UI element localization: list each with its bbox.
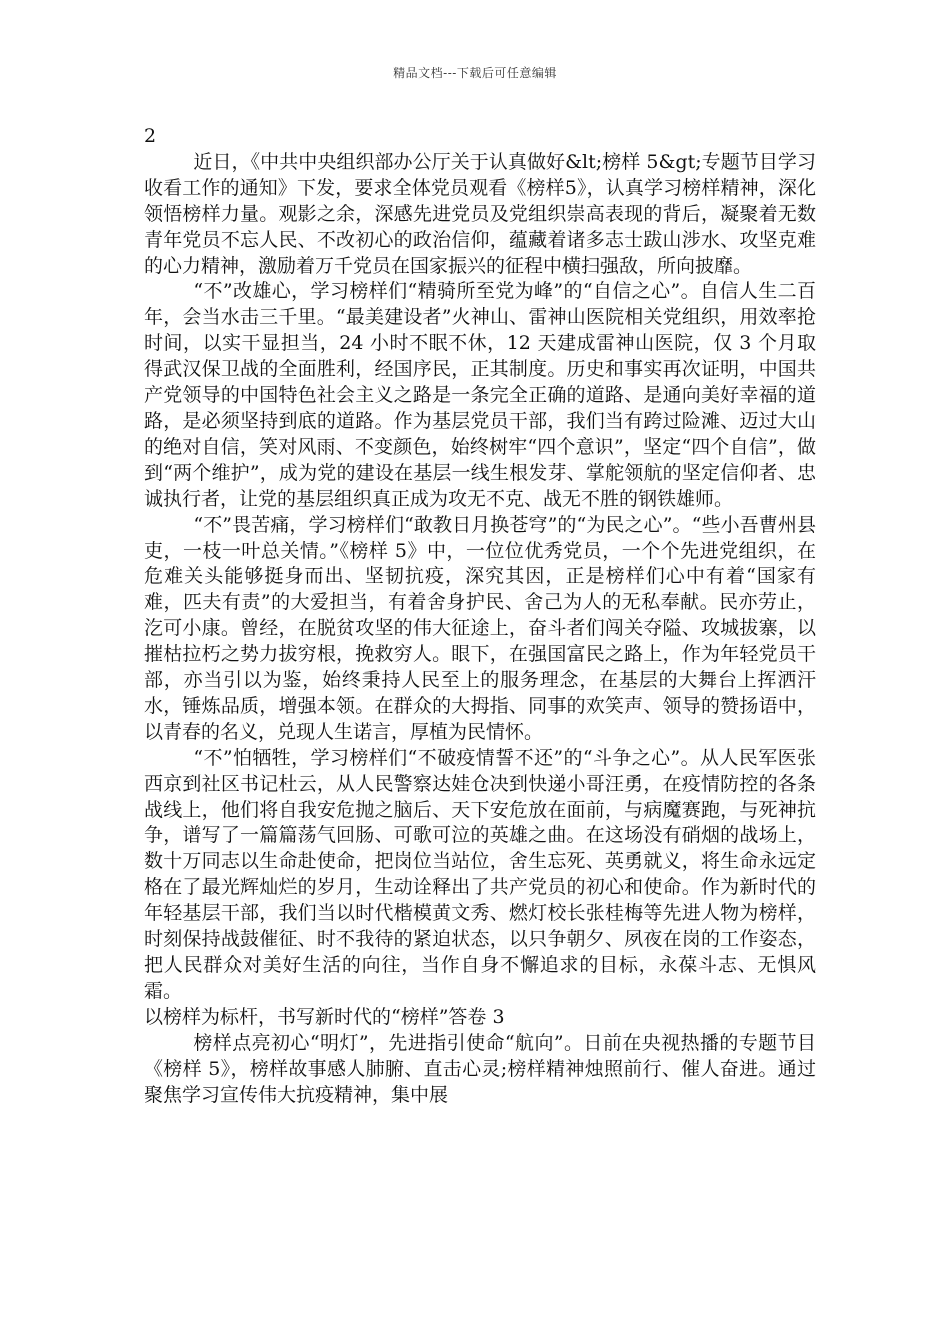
page-number: 2: [144, 125, 157, 147]
paragraph-intro: 近日，《中共中央组织部办公厅关于认真做好&lt;榜样 5&gt;专题节目学习收看工作的通知》下发，要求全体党员观看《榜样5》，认真学习榜样精神，深化领悟榜样力量。观影之余，深感先进党员及党组织崇高表现的背后，凝聚着无数青年党员不忘人民、不改初心的政治信仰，蕴藏着诸多志士跋山涉水、攻坚克难的心力精神，激励着万千党员在国家振兴的征程中横扫强敌，所向披靡。: [144, 150, 816, 277]
paragraph-struggle: “不”怕牺牲，学习榜样们“不破疫情誓不还”的“斗争之心”。从人民军医张西京到社区书记杜云，从人民警察达娃仓决到快递小哥汪勇，在疫情防控的各条战线上，他们将自我安危抛之脑后、天下安危放在面前，与病魔赛跑，与死神抗争，谱写了一篇篇荡气回肠、可歌可泣的英雄之曲。在这场没有硝烟的战场上，数十万同志以生命赴使命，把岗位当站位，舍生忘死、英勇就义，将生命永远定格在了最光辉灿烂的岁月，生动诠释出了共产党员的初心和使命。作为新时代的年轻基层干部，我们当以时代楷模黄文秀、燃灯校长张桂梅等先进人物为榜样，时刻保持战鼓催征、时不我待的紧迫状态，以只争朝夕、夙夜在岗的工作姿态，把人民群众对美好生活的向往，当作自身不懈追求的目标，永葆斗志、无惧风霜。: [144, 746, 816, 1002]
paragraph-confidence: “不”改雄心，学习榜样们“精骑所至党为峰”的“自信之心”。自信人生二百年，会当水击三千里。“最美建设者”火神山、雷神山医院相关党组织，用效率抢时间，以实干显担当，24 小时不眠不休，12 天建成雷神山医院，仅 3 个月取得武汉保卫战的全面胜利，经国序民，正其制度。历史和事实再次证明，中国共产党领导的中国特色社会主义之路是一条完全正确的道路、是通向美好幸福的道路，是必须坚持到底的道路。作为基层党员干部，我们当有跨过险滩、迈过大山的绝对自信，笑对风雨、不变颜色，始终树牢“四个意识”，坚定“四个自信”，做到“两个维护”，成为党的建设在基层一线生根发芽、掌舵领航的坚定信仰者、忠诚执行者，让党的基层组织真正成为攻无不克、战无不胜的钢铁雄师。: [144, 280, 816, 510]
paragraph-next-section: 榜样点亮初心“明灯”，先进指引使命“航向”。日前在央视热播的专题节目《榜样 5》，榜样故事感人肺腑、直击心灵;榜样精神烛照前行、催人奋进。通过聚焦学习宣传伟大抗疫精神，集中展: [144, 1031, 816, 1106]
page-header: 精品文档---下载后可任意编辑: [393, 66, 557, 80]
document-body: [144, 124, 816, 1108]
paragraph-people: “不”畏苦痛，学习榜样们“敢教日月换苍穹”的“为民之心”。“些小吾曹州县吏，一枝一叶总关情。”《榜样 5》中，一位位优秀党员，一个个先进党组织，在危难关头能够挺身而出、坚韧抗疫，深究其因，正是榜样们心中有着“国家有难，匹夫有责”的大爱担当，有着舍身护民、舍己为人的无私奉献。民亦劳止，汔可小康。曾经，在脱贫攻坚的伟大征途上，奋斗者们闯关夺隘、攻城拔寨，以摧枯拉朽之势力拔穷根，挽救穷人。眼下，在强国富民之路上，作为年轻党员干部，亦当引以为鉴，始终秉持人民至上的服务理念，在基层的大舞台上挥洒汗水，锤炼品质，增强本领。在群众的大拇指、同事的欢笑声、领导的赞扬语中，以青春的名义，兑现人生诺言，厚植为民情怀。: [144, 513, 816, 743]
section-title: 以榜样为标杆，书写新时代的“榜样”答卷 3: [144, 1005, 505, 1028]
